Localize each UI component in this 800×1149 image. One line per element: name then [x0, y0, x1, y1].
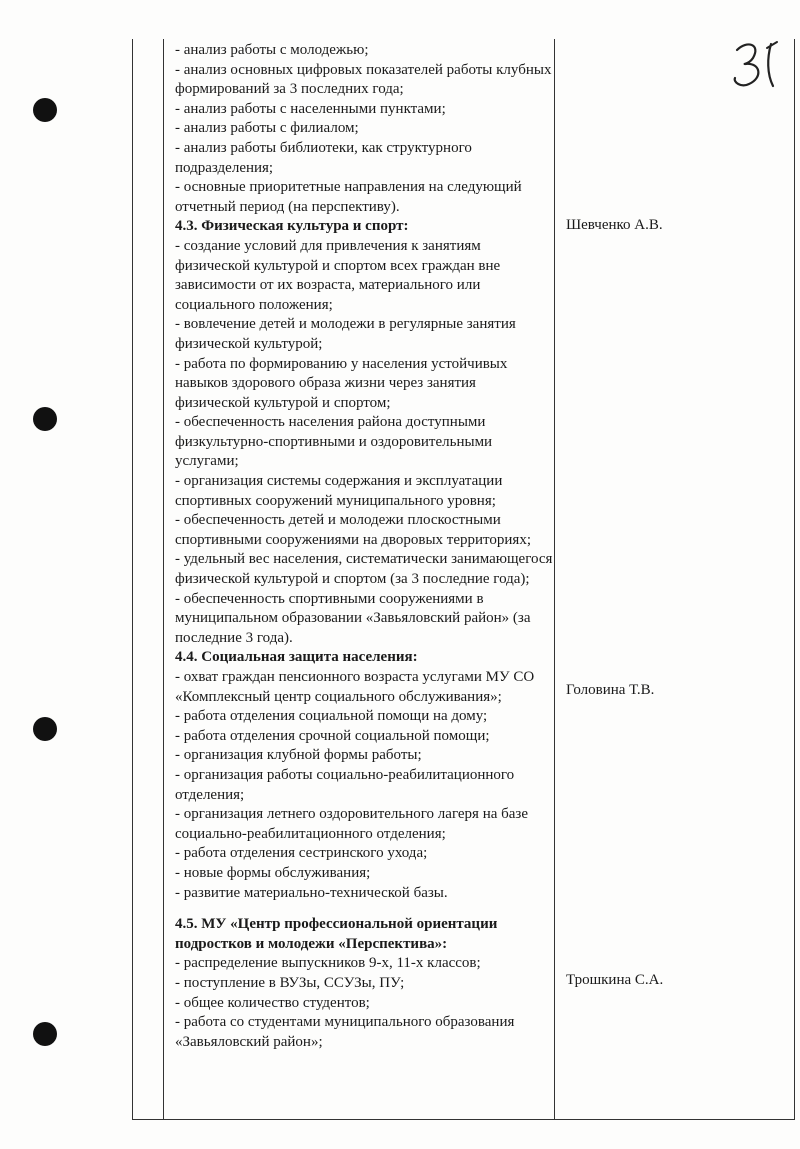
list-item: - обеспеченность детей и молодежи плоскостными спортивными сооружениями на дворовых территориях; [175, 512, 531, 548]
table-border [132, 39, 133, 1120]
list-item: - анализ работы библиотеки, как структурного подразделения; [175, 139, 472, 176]
section-heading: 4.3. Физическая культура и спорт: [175, 218, 409, 235]
list-item: - охват граждан пенсионного возраста услугами МУ СО «Комплексный центр социального обслуживания»; [175, 669, 535, 705]
list-item: - новые формы обслуживания; [175, 864, 371, 881]
list-item: - анализ работы с филиалом; [175, 120, 359, 137]
list-item: - анализ работы с молодежью; [175, 42, 369, 58]
table-border [554, 39, 555, 1120]
tasks-column [175, 41, 553, 1052]
list-item: - основные приоритетные направления на следующий отчетный период (на перспективу). [175, 179, 522, 215]
list-item: - поступление в ВУЗы, ССУЗы, ПУ; [175, 974, 405, 991]
responsible-person: Шевченко А.В. [566, 217, 663, 233]
list-item: - вовлечение детей и молодежи в регулярные занятия физической культурой; [175, 316, 516, 352]
list-item: - организация летнего оздоровительного лагеря на базе социально-реабилитационного отделения; [175, 806, 529, 842]
punch-hole [33, 98, 57, 122]
list-item: - обеспеченность спортивными сооружениями в муниципальном образовании «Завьяловский район» (за последние 3 года). [175, 590, 531, 646]
list-item: - распределение выпускников 9-х, 11-х классов; [175, 955, 481, 972]
handwritten-page-number [727, 38, 787, 90]
section-heading: 4.5. МУ «Центр профессиональной ориентации подростков и молодежи «Перспектива»: [175, 916, 498, 952]
list-item: - организация работы социально-реабилитационного отделения; [175, 766, 515, 803]
list-item: - анализ работы с населенными пунктами; [175, 100, 446, 117]
list-item: - работа отделения сестринского ухода; [175, 845, 428, 862]
section-heading: 4.4. Социальная защита населения: [175, 649, 418, 666]
list-item: - работа по формированию у населения устойчивых навыков здорового образа жизни через занятия физической культурой и спортом; [175, 355, 508, 411]
spacer [175, 903, 553, 915]
table-border [163, 39, 164, 1120]
list-item: - общее количество студентов; [175, 994, 370, 1011]
document-table [132, 39, 797, 1120]
list-item: - обеспеченность населения района доступными физкультурно-спортивными и оздоровительными услугами; [175, 414, 493, 470]
list-item: - работа отделения срочной социальной помощи; [175, 727, 490, 744]
list-item: - организация клубной формы работы; [175, 747, 422, 764]
list-item: - развитие материально-технической базы. [175, 884, 448, 901]
punch-hole [33, 717, 57, 741]
list-item: - удельный вес населения, систематически занимающегося физической культурой и спортом (за 3 последние года); [175, 551, 553, 588]
table-border [794, 39, 795, 1120]
punch-hole [33, 1022, 57, 1046]
punch-hole [33, 407, 57, 431]
list-item: - работа со студентами муниципального образования «Завьяловский район»; [175, 1014, 515, 1050]
table-border [132, 1119, 794, 1120]
list-item: - создание условий для привлечения к занятиям физической культурой и спортом всех граждан вне зависимости от их возраста, материального или социального положения; [175, 237, 501, 313]
responsible-person: Головина Т.В. [566, 682, 655, 698]
list-item: - анализ основных цифровых показателей работы клубных формирований за 3 последних года; [175, 61, 552, 98]
list-item: - работа отделения социальной помощи на дому; [175, 708, 488, 725]
responsible-person: Трошкина С.А. [566, 972, 664, 988]
list-item: - организация системы содержания и эксплуатации спортивных сооружений муниципального уровня; [175, 473, 503, 509]
